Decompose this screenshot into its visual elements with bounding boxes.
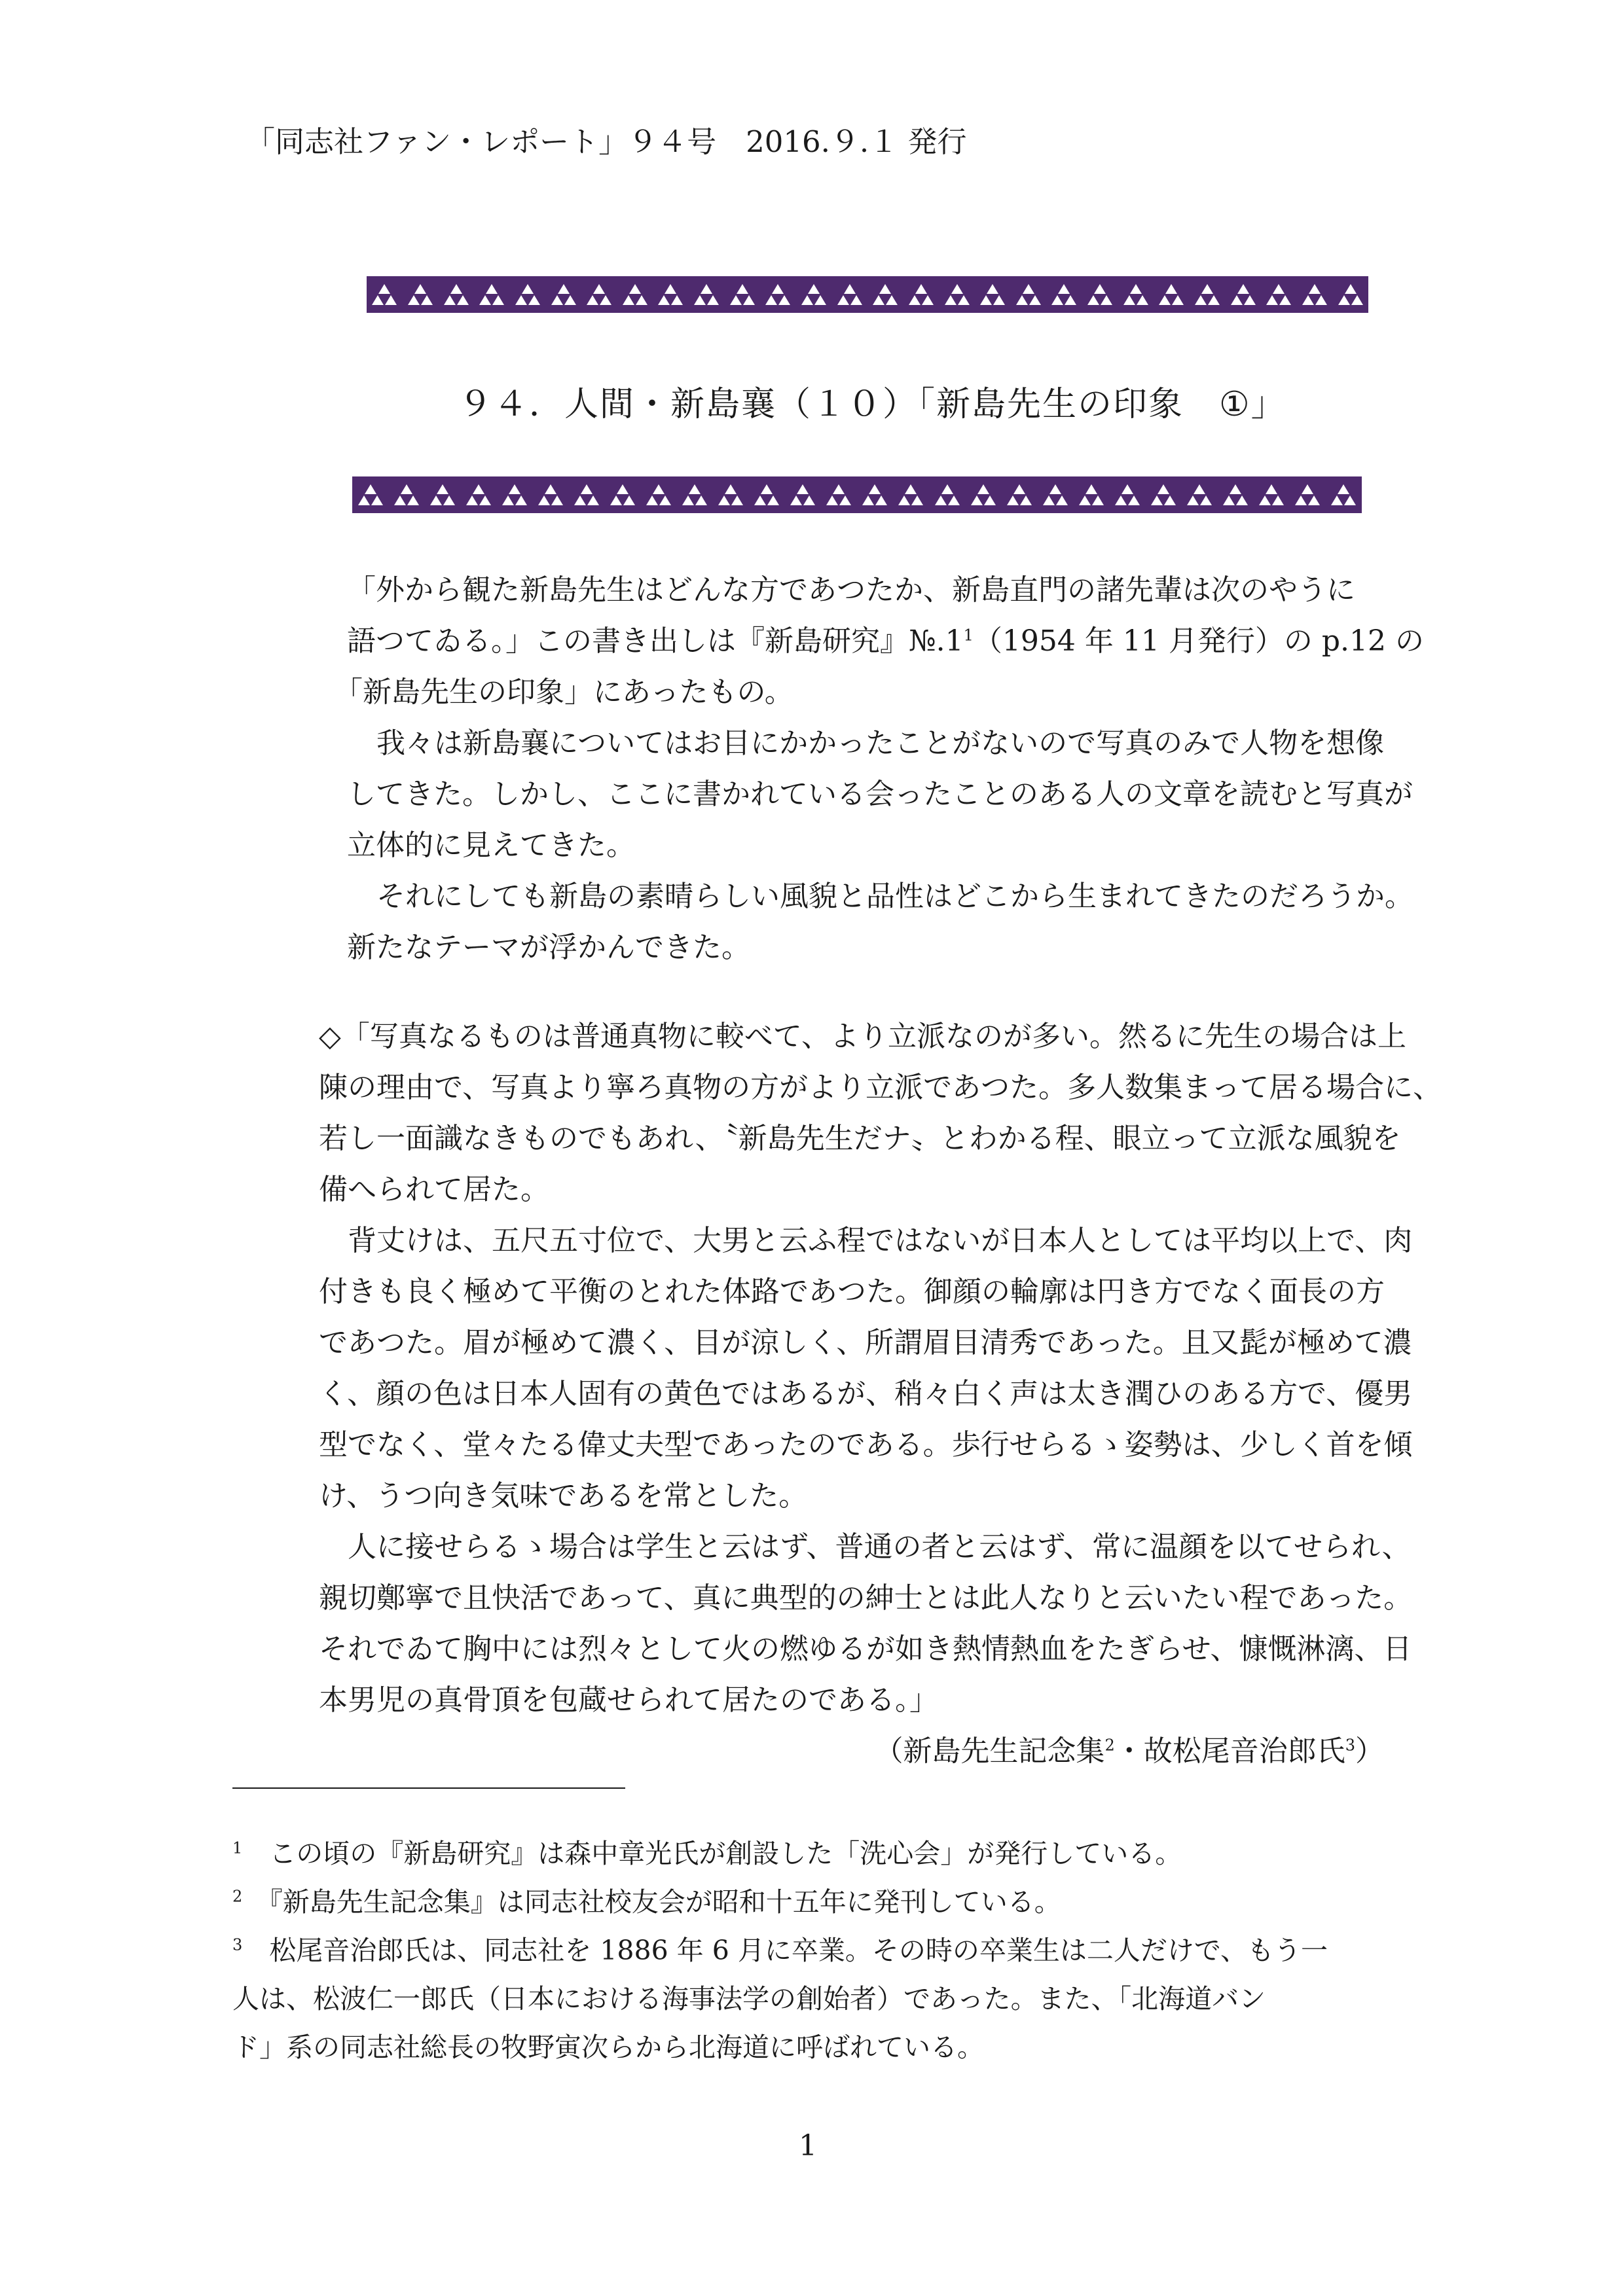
triangle-ornament-icon: [586, 281, 612, 308]
quote-line-9: 型でなく、堂々たる偉丈夫型であったのである。歩行せらるゝ姿勢は、少しく首を傾: [319, 1428, 1413, 1462]
triangle-ornament-icon: [610, 482, 636, 508]
triangle-ornament-icon: [443, 281, 469, 308]
quote-line-3: 若し一面識なきものでもあれ、〝新島先生だナ〟とわかる程、眼立って立派な風貌を: [319, 1122, 1401, 1155]
triangle-ornament-icon: [657, 281, 684, 308]
triangle-ornament-icon: [682, 482, 708, 508]
quote-line-5: 背丈けは、五尺五寸位で、大男と云ふ程ではないが日本人としては平均以上で、肉: [348, 1224, 1413, 1257]
triangle-ornament-icon: [1051, 281, 1077, 308]
footnote-3: $^3$ 松尾音治郎氏は、同志社を 1886 年 6 月に卒業。その時の卒業生は二人だけで、もう一: [232, 1935, 1328, 1966]
triangle-ornament-icon: [718, 482, 744, 508]
decorative-band-bottom: [352, 476, 1362, 513]
footnote-1: $^1$ この頃の『新島研究』は森中章光氏が創設した「洗心会」が発行している。: [232, 1838, 1182, 1869]
intro-line-4: 我々は新島襄についてはお目にかかったことがないので写真のみで人物を想像: [376, 726, 1385, 760]
triangle-ornament-icon: [1302, 281, 1328, 308]
triangle-ornament-icon: [1266, 281, 1292, 308]
triangle-ornament-icon: [1150, 482, 1176, 508]
triangle-ornament-icon: [944, 281, 970, 308]
quote-line-1: ◇「写真なるものは普通真物に較べて、より立派なのが多い。然るに先生の場合は上: [319, 1020, 1406, 1053]
footnote-separator: [232, 1787, 625, 1789]
triangle-ornament-icon: [1087, 281, 1113, 308]
quote-line-14: 本男児の真骨頂を包蔵せられて居たのである。」: [319, 1683, 938, 1717]
intro-line-3: 「新島先生の印象」にあったもの。: [334, 675, 793, 709]
triangle-ornament-icon: [371, 281, 397, 308]
quote-line-2: 陳の理由で、写真より寧ろ真物の方がより立派であつた。多人数集まって居る場合に、: [319, 1071, 1442, 1104]
triangle-ornament-icon: [1015, 281, 1042, 308]
triangle-ornament-icon: [465, 482, 492, 508]
triangle-ornament-icon: [1330, 482, 1357, 508]
footnote-2: $^2$ 『新島先生記念集』は同志社校友会が昭和十五年に発刊している。: [232, 1886, 1061, 1918]
triangle-ornament-icon: [407, 281, 433, 308]
triangle-ornament-icon: [801, 281, 827, 308]
triangle-ornament-icon: [551, 281, 577, 308]
triangle-ornament-icon: [1042, 482, 1068, 508]
triangle-ornament-icon: [872, 281, 898, 308]
triangle-ornament-icon: [1006, 482, 1032, 508]
triangle-ornament-icon: [790, 482, 816, 508]
intro-line-7: それにしても新島の素晴らしい風貌と品性はどこから生まれてきたのだろうか。: [376, 880, 1413, 913]
triangle-ornament-icon: [393, 482, 420, 508]
footnote-3-line-2: 人は、松波仁一郎氏（日本における海事法学の創始者）であった。また、「北海道バン: [232, 1983, 1266, 2015]
intro-line-8: 新たなテーマが浮かんできた。: [347, 931, 750, 964]
footnote-ref-1[interactable]: 1: [963, 626, 974, 645]
triangle-ornament-icon: [1123, 281, 1149, 308]
triangle-ornament-icon: [898, 482, 924, 508]
triangle-ornament-icon: [515, 281, 541, 308]
intro-line-1: 「外から観た新島先生はどんな方であつたか、新島直門の諸先輩は次のやうに: [347, 573, 1355, 607]
triangle-ornament-icon: [693, 281, 720, 308]
triangle-ornament-icon: [1194, 281, 1220, 308]
triangle-ornament-icon: [979, 281, 1006, 308]
triangle-ornament-icon: [1078, 482, 1104, 508]
quote-line-6: 付きも良く極めて平衡のとれた体路であつた。御顔の輪廓は円き方でなく面長の方: [319, 1275, 1385, 1308]
triangle-ornament-icon: [826, 482, 852, 508]
triangle-ornament-icon: [574, 482, 600, 508]
triangle-ornament-icon: [1158, 281, 1184, 308]
intro-line-5: してきた。しかし、ここに書かれている会ったことのある人の文章を読むと写真が: [347, 778, 1413, 811]
triangle-ornament-icon: [1114, 482, 1140, 508]
triangle-ornament-icon: [765, 281, 791, 308]
triangle-ornament-icon: [970, 482, 996, 508]
triangle-ornament-icon: [538, 482, 564, 508]
triangle-ornament-icon: [501, 482, 528, 508]
triangle-ornament-icon: [862, 482, 888, 508]
triangle-ornament-icon: [754, 482, 780, 508]
footnote-ref-3[interactable]: 3: [1345, 1736, 1355, 1755]
triangle-ornament-icon: [357, 482, 384, 508]
triangle-ornament-icon: [1338, 281, 1364, 308]
triangle-ornament-icon: [1222, 482, 1249, 508]
triangle-ornament-icon: [622, 281, 648, 308]
quote-line-4: 備へられて居た。: [319, 1173, 549, 1206]
quote-line-10: け、うつ向き気味であるを常とした。: [319, 1479, 808, 1513]
triangle-ornament-icon: [1294, 482, 1321, 508]
triangle-ornament-icon: [1186, 482, 1213, 508]
quote-line-12: 親切鄭寧で且快活であって、真に典型的の紳士とは此人なりと云いたい程であった。: [319, 1581, 1413, 1615]
triangle-ornament-icon: [479, 281, 505, 308]
triangle-ornament-icon: [837, 281, 863, 308]
triangle-ornament-icon: [934, 482, 960, 508]
quote-source: （新島先生記念集$^2$・故松尾音治郎氏$^3$）: [874, 1734, 1384, 1768]
intro-line-6: 立体的に見えてきた。: [347, 829, 635, 862]
newsletter-header: 「同志社ファン・レポート」９４号 2016.９.１ 発行: [246, 124, 967, 159]
decorative-band-top: [367, 276, 1368, 313]
intro-line-2: 語つてゐる。」この書き出しは『新島研究』$№.1^1(1954$ 年 11 月発行）の p.12 の: [347, 624, 1424, 658]
triangle-ornament-icon: [429, 482, 456, 508]
triangle-ornament-icon: [1230, 281, 1256, 308]
triangle-ornament-icon: [646, 482, 672, 508]
footnote-ref-2[interactable]: 2: [1104, 1736, 1115, 1755]
triangle-ornament-icon: [908, 281, 934, 308]
quote-line-13: それでゐて胸中には烈々として火の燃ゆるが如き熱情熱血をたぎらせ、慷慨淋漓、日: [319, 1632, 1412, 1666]
quote-line-7: であつた。眉が極めて濃く、目が涼しく、所謂眉目清秀であった。且又髭が極めて濃: [319, 1326, 1412, 1359]
quote-line-8: く、顔の色は日本人固有の黄色ではあるが、稍々白く声は太き潤ひのある方で、優男: [319, 1377, 1413, 1410]
article-title: ９４．人間・新島襄（１０）「新島先生の印象 ①」: [458, 385, 1286, 424]
footnote-3-line-3: ド」系の同志社総長の牧野寅次らから北海道に呼ばれている。: [232, 2032, 984, 2063]
quote-line-11: 人に接せらるゝ場合は学生と云はず、普通の者と云はず、常に温顔を以てせられ、: [348, 1530, 1411, 1564]
page-number: 1: [799, 2129, 817, 2162]
triangle-ornament-icon: [729, 281, 756, 308]
triangle-ornament-icon: [1258, 482, 1285, 508]
